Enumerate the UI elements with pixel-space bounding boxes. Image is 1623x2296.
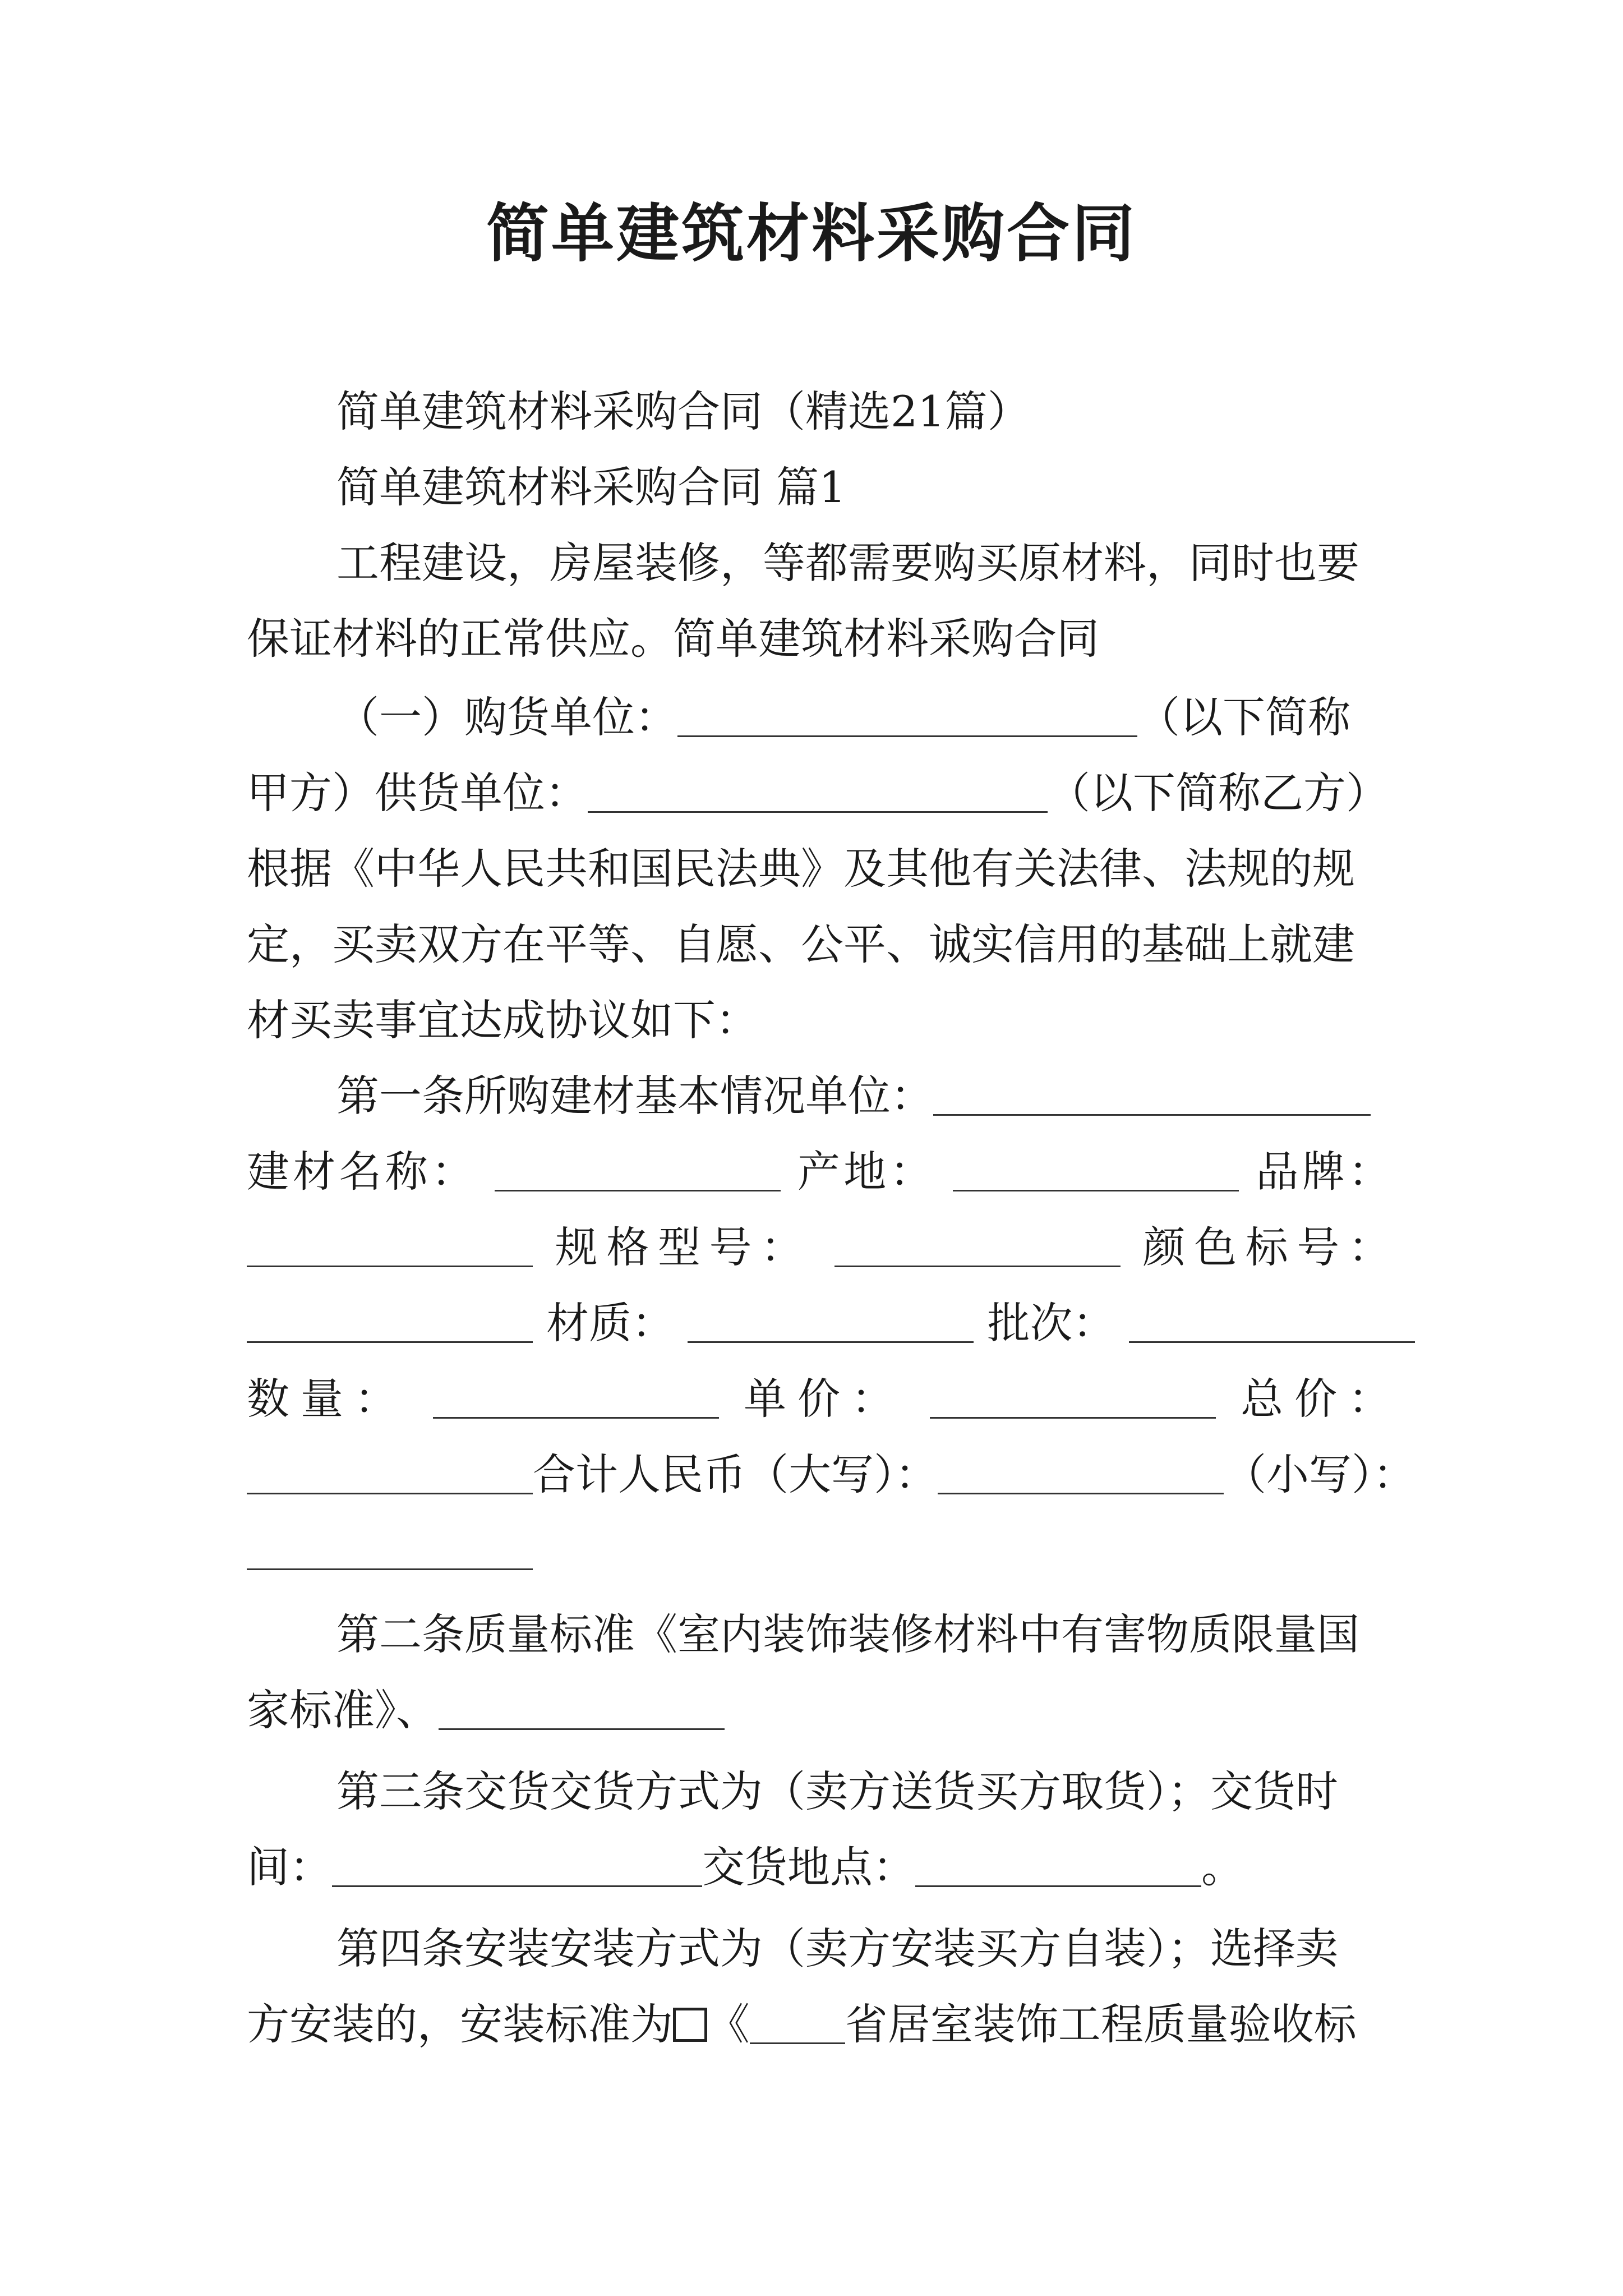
article1-row-2	[247, 1223, 1391, 1272]
article1-label: 第一条所购建材基本情况单位：	[336, 1071, 933, 1121]
rmb-lower-blank[interactable]	[247, 1528, 533, 1570]
seller-label: 甲方）供货单位：	[247, 768, 588, 818]
name-label: 建材名称：	[247, 1147, 478, 1197]
seller-line	[247, 769, 1389, 817]
article3-line-1: 第三条交货交货方式为（卖方送货买方取货）；交货时	[336, 1766, 1338, 1816]
total-blank[interactable]	[247, 1452, 533, 1494]
unit-blank[interactable]	[933, 1074, 1371, 1116]
qty-label: 数量：	[247, 1374, 408, 1424]
article1-row-5	[247, 1450, 1415, 1499]
standard-blank[interactable]	[439, 1688, 725, 1730]
color-blank[interactable]	[247, 1301, 533, 1343]
spec-blank[interactable]	[834, 1225, 1121, 1267]
checkbox-icon[interactable]	[673, 2008, 707, 2042]
basis-line-1: 根据《中华人民共和国民法典》及其他有关法律、法规的规	[247, 844, 1355, 894]
article1-unit-line	[336, 1071, 1371, 1120]
basis-line-3: 材买卖事宜达成协议如下：	[247, 995, 758, 1045]
article2-standard: 家标准》、	[247, 1685, 439, 1735]
article1-row-4	[247, 1374, 1391, 1423]
article4-line-1: 第四条安装安装方式为（卖方安装买方自装）；选择卖	[336, 1924, 1338, 1973]
rmb-lower-label: （小写）：	[1224, 1450, 1415, 1499]
rmb-upper-blank[interactable]	[938, 1452, 1224, 1494]
article1-row-6	[247, 1526, 533, 1575]
article1-row-3	[247, 1299, 1391, 1347]
article4-line-2	[247, 2000, 1357, 2049]
section-heading: 简单建筑材料采购合同 篇1	[336, 462, 846, 512]
name-blank[interactable]	[495, 1149, 781, 1191]
unit-price-blank[interactable]	[930, 1377, 1216, 1419]
province-blank[interactable]	[750, 2002, 845, 2044]
article2-line-1: 第二条质量标准《室内装饰装修材料中有害物质限量国	[336, 1609, 1359, 1659]
subtitle: 简单建筑材料采购合同（精选21篇）	[336, 386, 1030, 436]
install-standard-label: 方安装的，安装标准为	[247, 1999, 673, 2049]
buyer-label: （一）购货单位：	[336, 692, 677, 742]
rmb-upper-label: 合计人民币（大写）：	[533, 1450, 938, 1499]
basis-line-2: 定，买卖双方在平等、自愿、公平、诚实信用的基础上就建	[247, 919, 1355, 969]
qty-blank[interactable]	[433, 1377, 719, 1419]
origin-label: 产地：	[797, 1147, 936, 1197]
delivery-time-blank[interactable]	[332, 1845, 702, 1887]
brand-label: 品牌：	[1256, 1147, 1391, 1197]
bracket-open: 《	[707, 1999, 750, 2049]
page-title: 简单建筑材料采购合同	[486, 197, 1137, 270]
buyer-line	[336, 693, 1350, 742]
delivery-period: 。	[1201, 1842, 1244, 1892]
delivery-time-label: 间：	[247, 1842, 332, 1892]
intro-line-1: 工程建设，房屋装修，等都需要购买原材料，同时也要	[336, 538, 1359, 588]
delivery-place-label: 交货地点：	[702, 1842, 915, 1892]
spec-label: 规格型号：	[555, 1222, 812, 1272]
seller-suffix: （以下简称乙方）	[1048, 768, 1389, 818]
unit-price-label: 单价：	[744, 1374, 905, 1424]
article1-row-1	[247, 1147, 1391, 1196]
color-label: 颜色标号：	[1142, 1222, 1391, 1272]
intro-line-2: 保证材料的正常供应。简单建筑材料采购合同	[247, 614, 1099, 664]
seller-blank[interactable]	[588, 771, 1048, 813]
material-label: 材质：	[546, 1298, 675, 1348]
material-blank[interactable]	[688, 1301, 974, 1343]
total-label: 总价：	[1241, 1374, 1391, 1424]
brand-blank[interactable]	[247, 1225, 533, 1267]
buyer-blank[interactable]	[677, 695, 1137, 737]
buyer-suffix: （以下简称	[1137, 692, 1350, 742]
install-standard-text: 省居室装饰工程质量验收标	[845, 1999, 1357, 2049]
article3-line-2	[247, 1843, 1244, 1892]
batch-label: 批次：	[987, 1298, 1115, 1348]
batch-blank[interactable]	[1129, 1301, 1415, 1343]
article2-line-2	[247, 1686, 725, 1734]
origin-blank[interactable]	[953, 1149, 1239, 1191]
delivery-place-blank[interactable]	[915, 1845, 1201, 1887]
